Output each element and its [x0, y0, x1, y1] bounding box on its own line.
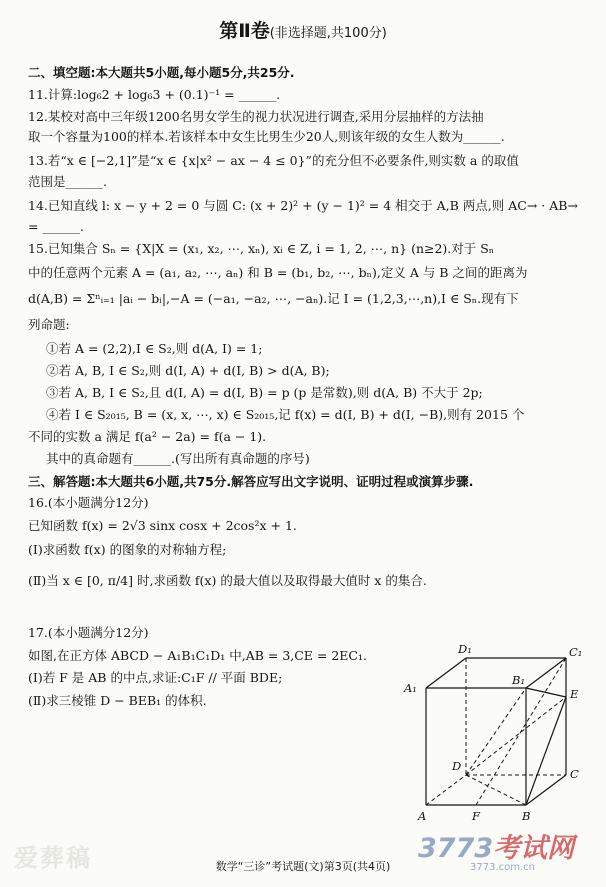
label-c1: C₁ — [569, 645, 583, 659]
label-f: F — [472, 809, 480, 823]
question-15-line-4: 列命题: — [28, 317, 70, 332]
label-e: E — [570, 687, 579, 701]
section-answer-heading: 三、解答题:本大题共6小题,共75分.解答应写出文字说明、证明过程或演算步骤. — [28, 474, 474, 489]
question-13-line-2: 范围是______. — [28, 174, 107, 189]
proposition-4-line-1: ④若 I ∈ S₂₀₁₅, B = (x, x, ⋯, x) ∈ S₂₀₁₅,记 f(x) = d(I, B) + d(I, −B),则有 2015 个 — [46, 407, 525, 422]
page-title — [0, 16, 606, 43]
label-d: D — [452, 759, 462, 773]
label-d1: D₁ — [458, 642, 472, 656]
question-15-line-3: d(A,B) = Σⁿᵢ₌₁ |aᵢ − bᵢ|,−A = (−a₁, −a₂, ⋯, −aₙ).记 I = (1,2,3,⋯,n),I ∈ Sₙ.现有下 — [28, 291, 519, 306]
title-main: 第Ⅱ卷 — [219, 20, 270, 42]
question-16-part-1: (Ⅰ)求函数 f(x) 的图象的对称轴方程; — [28, 542, 227, 557]
label-c: C — [570, 767, 579, 781]
proposition-1: ①若 A = (2,2),I ∈ S₂,则 d(A, I) = 1; — [46, 341, 263, 356]
question-15-line-1: 15.已知集合 Sₙ = {X|X = (x₁, x₂, ⋯, xₙ), xᵢ ∈ Z, i = 1, 2, ⋯, n} (n≥2).对于 Sₙ — [28, 241, 495, 256]
question-17-header: 17.(本小题满分12分) — [28, 625, 149, 640]
question-13-line-1: 13.若“x ∈ [−2,1]”是“x ∈ {x|x² − ax − 4 ≤ 0}”的充分但不必要条件,则实数 a 的取值 — [28, 153, 519, 168]
edge-a1-d1 — [426, 658, 466, 688]
page-footer: 数学“三诊”考试题(文)第3页(共4页) — [215, 860, 391, 873]
watermark-url: 3773.com.cn — [470, 862, 535, 873]
proposition-3: ③若 A, B, I ∈ S₂,且 d(I, A) = d(I, B) = p (p 是常数),则 d(A, B) 不大于 2p; — [46, 385, 483, 400]
question-17-stem: 如图,在正方体 ABCD − A₁B₁C₁D₁ 中,AB = 3,CE = 2EC₁. — [28, 648, 367, 663]
question-12-line-2: 取一个容量为100的样本.若该样本中女生比男生少20人,则该年级的女生人数为______. — [28, 129, 505, 144]
question-16-stem: 已知函数 f(x) = 2√3 sinx cosx + 2cos²x + 1. — [28, 518, 297, 533]
label-a1: A₁ — [404, 681, 417, 695]
question-16-header: 16.(本小题满分12分) — [28, 495, 149, 510]
label-b: B — [522, 809, 531, 823]
watermark-site-name: 考试网 — [493, 833, 575, 864]
question-16-part-2: (Ⅱ)当 x ∈ [0, π/4] 时,求函数 f(x) 的最大值以及取得最大值时 x 的集合. — [28, 573, 427, 588]
section-fill-in-heading: 二、填空题:本大题共5小题,每小题5分,共25分. — [28, 65, 295, 80]
question-15-prompt: 其中的真命题有______.(写出所有真命题的序号) — [46, 451, 310, 466]
question-11: 11.计算:log₆2 + log₆3 + (0.1)⁻¹ = ______. — [28, 87, 281, 102]
label-a: A — [418, 809, 427, 823]
question-14-line-2: = ______. — [28, 219, 84, 234]
label-b1: B₁ — [512, 673, 526, 687]
proposition-4-line-2: 不同的实数 a 满足 f(a² − 2a) = f(a − 1). — [28, 429, 267, 444]
watermark-left: 爱葬稿 — [14, 844, 92, 872]
question-15-line-2: 中的任意两个元素 A = (a₁, a₂, ⋯, aₙ) 和 B = (b₁, b₂, ⋯, bₙ),定义 A 与 B 之间的距离为 — [28, 265, 528, 280]
edge-a-d-hidden — [426, 775, 466, 805]
edge-b1-c1 — [526, 658, 566, 688]
question-17-part-1: (Ⅰ)若 F 是 AB 的中点,求证:C₁F // 平面 BDE; — [28, 670, 283, 685]
segment-b1-e — [526, 688, 566, 697]
cube-figure — [400, 640, 590, 826]
question-17-part-2: (Ⅱ)求三棱锥 D − BEB₁ 的体积. — [28, 693, 207, 708]
segment-d-b1-hidden — [466, 688, 526, 775]
proposition-2: ②若 A, B, I ∈ S₂,则 d(I, A) + d(I, B) > d(A, B); — [46, 363, 330, 378]
watermark-number: 3773 — [418, 833, 494, 864]
title-subtitle: (非选择题,共100分) — [269, 26, 387, 41]
segment-d-b-hidden — [466, 775, 526, 805]
question-14-line-1: 14.已知直线 l: x − y + 2 = 0 与圆 C: (x + 2)² + (y − 1)² = 4 相交于 A,B 两点,则 AC→ · AB→ — [28, 198, 578, 213]
question-12-line-1: 12.某校对高中三年级1200名男女学生的视力状况进行调查,采用分层抽样的方法抽 — [28, 109, 484, 124]
